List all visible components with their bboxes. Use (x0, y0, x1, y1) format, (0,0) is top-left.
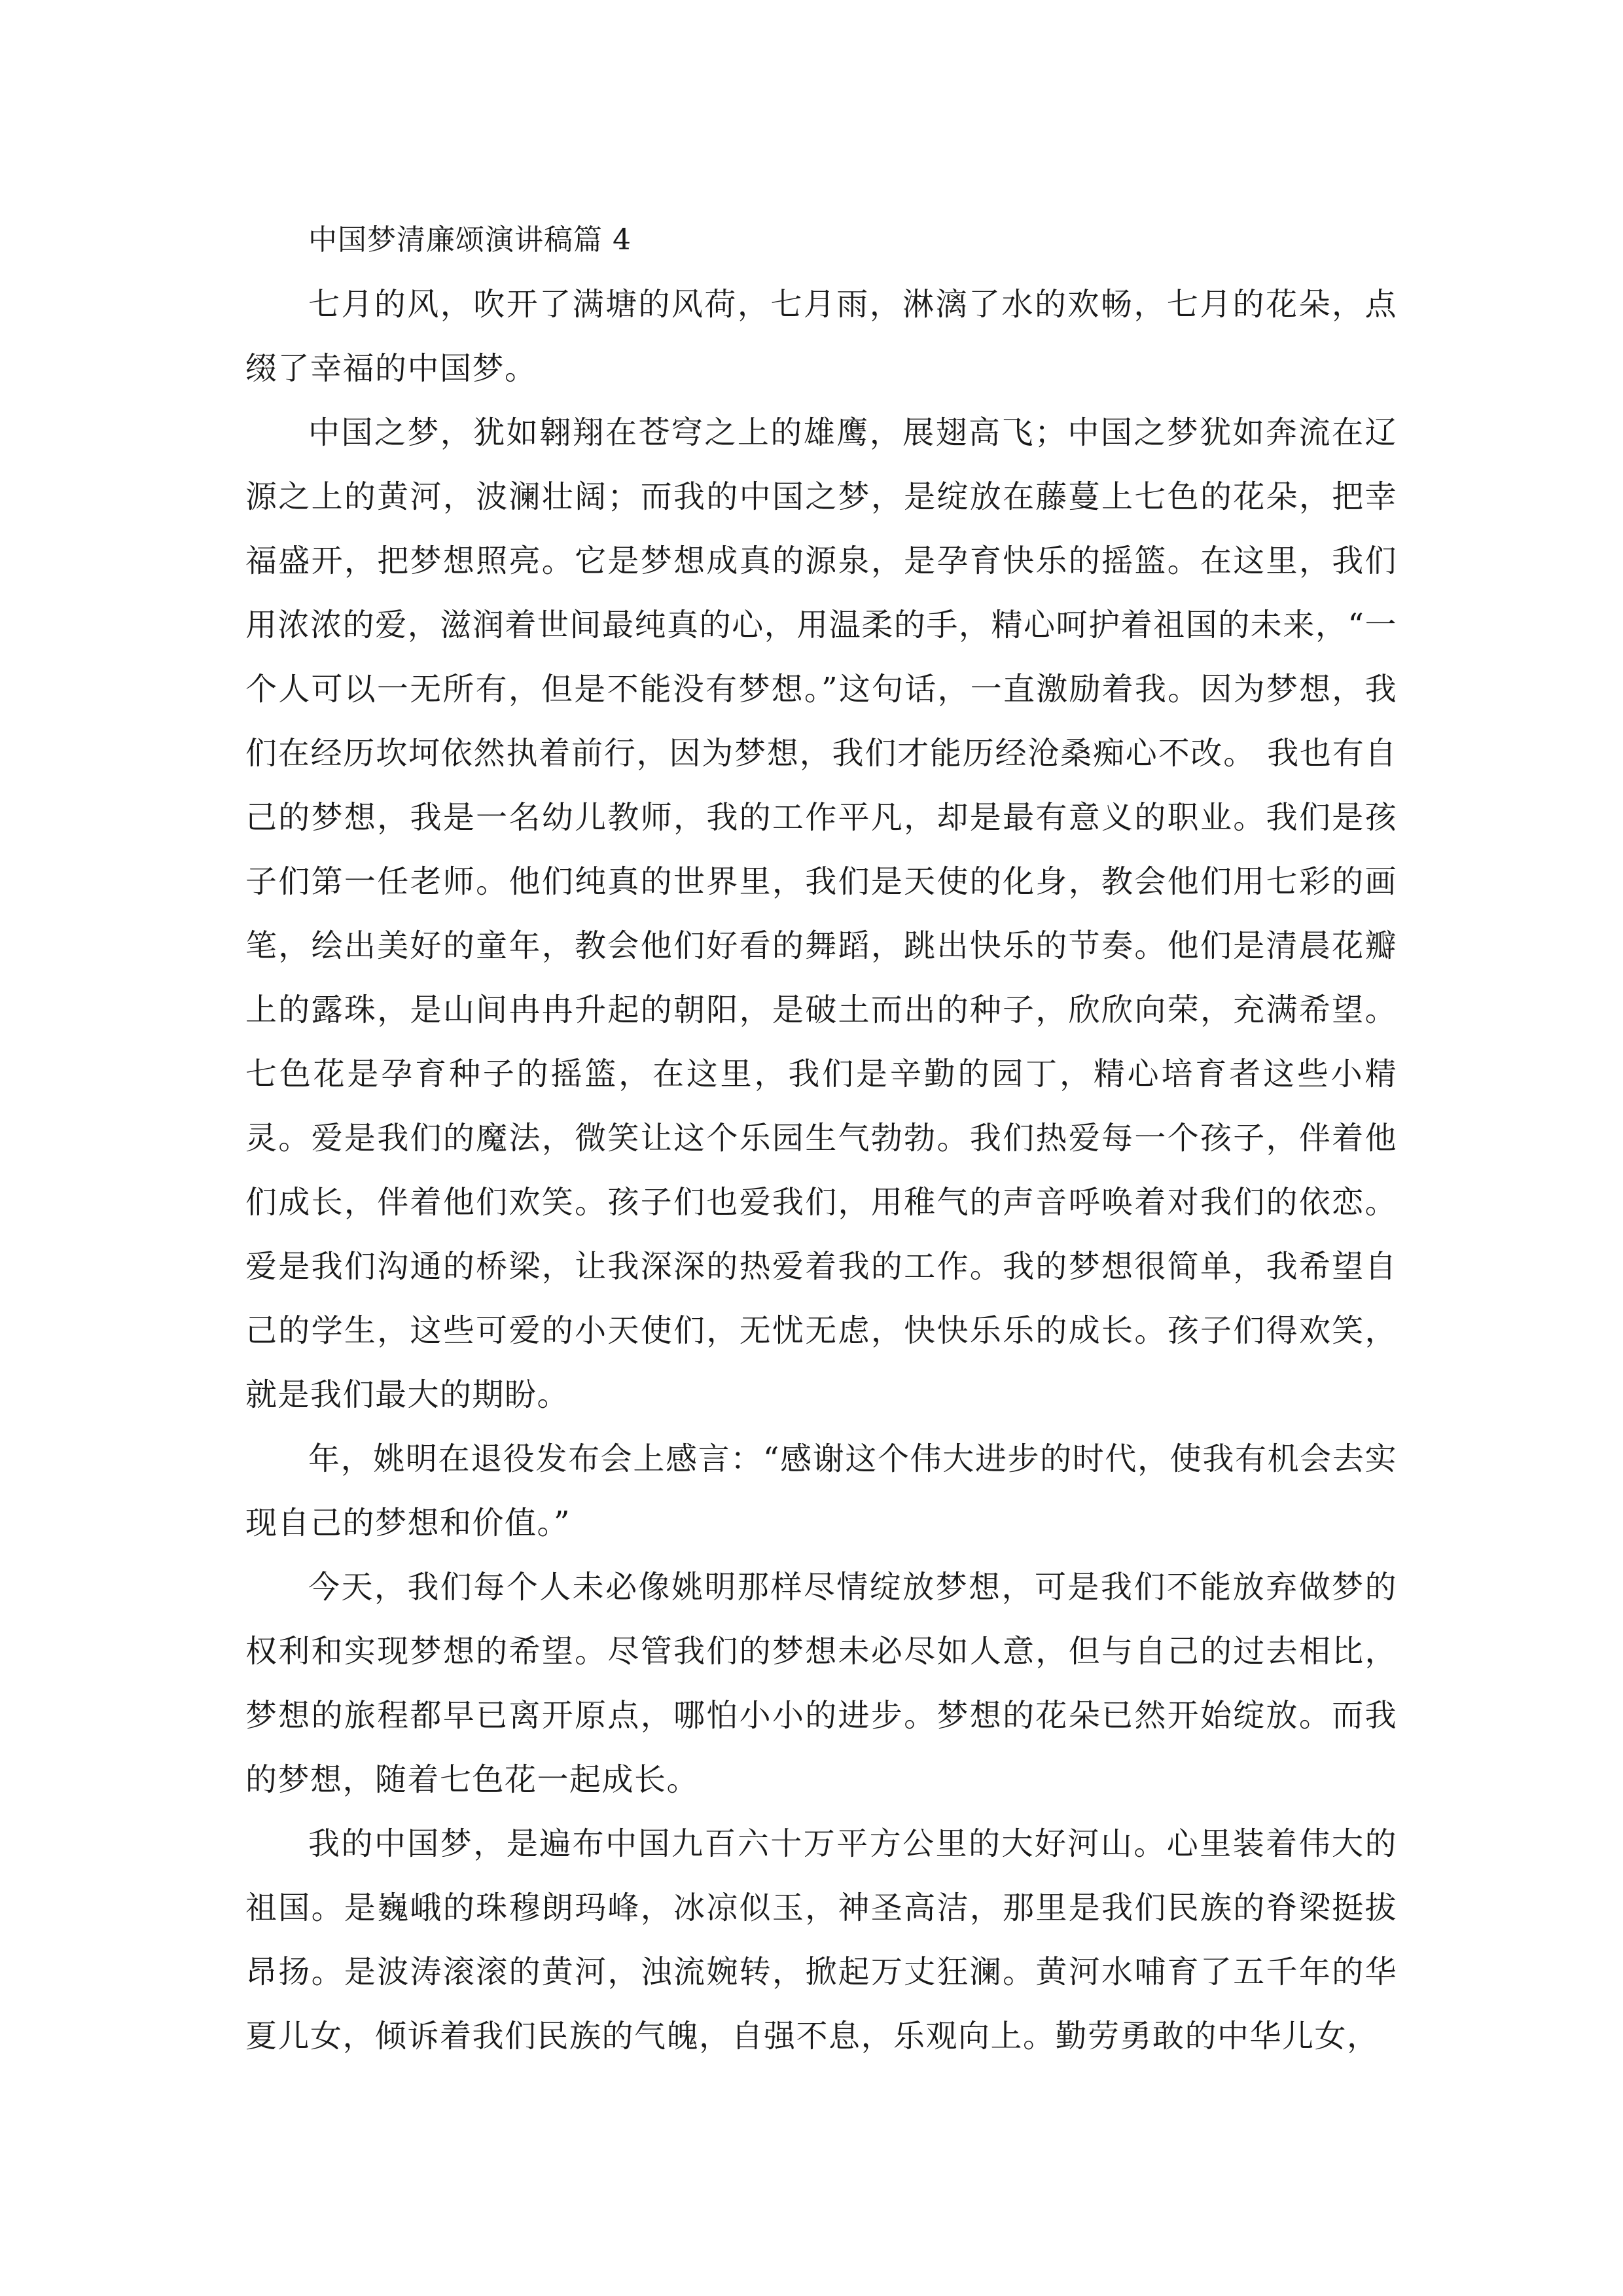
paragraph-3: 年，姚明在退役发布会上感言：“感谢这个伟大进步的时代，使我有机会去实现自己的梦想和价值。” (245, 1441, 1397, 1541)
paragraph-1: 七月的风，吹开了满塘的风荷，七月雨，淋漓了水的欢畅，七月的花朵，点缀了幸福的中国梦。 (245, 286, 1397, 387)
paragraph-2: 中国之梦，犹如翱翔在苍穹之上的雄鹰，展翅高飞；中国之梦犹如奔流在辽源之上的黄河，波澜壮阔；而我的中国之梦，是绽放在藤蔓上七色的花朵，把幸福盛开，把梦想照亮。它是梦想成真的源泉，是孕育快乐的摇篮。在这里，我们用浓浓的爱，滋润着世间最纯真的心，用温柔的手，精心呵护着祖国的未来，“一个人可以一无所有，但是不能没有梦想。”这句话，一直激励着我。因为梦想，我们在经历坎坷依然执着前行，因为梦想，我们才能历经沧桑痴心不改。 我也有自己的梦想，我是一名幼儿教师，我的工作平凡，却是最有意义的职业。我们是孩子们第一任老师。他们纯真的世界里，我们是天使的化身，教会他们用七彩的画笔，绘出美好的童年，教会他们好看的舞蹈，跳出快乐的节奏。他们是清晨花瓣上的露珠，是山间冉冉升起的朝阳，是破土而出的种子，欣欣向荣，充满希望。七色花是孕育种子的摇篮，在这里，我们是辛勤的园丁，精心培育者这些小精灵。爱是我们的魔法，微笑让这个乐园生气勃勃。我们热爱每一个孩子，伴着他们成长，伴着他们欢笑。孩子们也爱我们，用稚气的声音呼唤着对我们的依恋。爱是我们沟通的桥梁，让我深深的热爱着我的工作。我的梦想很简单，我希望自己的学生，这些可爱的小天使们，无忧无虑，快快乐乐的成长。孩子们得欢笑，就是我们最大的期盼。 (245, 414, 1397, 1413)
paragraph-5: 我的中国梦，是遍布中国九百六十万平方公里的大好河山。心里装着伟大的祖国。是巍峨的珠穆朗玛峰，冰凉似玉，神圣高洁，那里是我们民族的脊梁挺拔昂扬。是波涛滚滚的黄河，浊流婉转，掀起万丈狂澜。黄河水哺育了五千年的华夏儿女，倾诉着我们民族的气魄，自强不息，乐观向上。勤劳勇敢的中华儿女， (245, 1825, 1397, 2054)
paragraph-4: 今天，我们每个人未必像姚明那样尽情绽放梦想，可是我们不能放弃做梦的权利和实现梦想的希望。尽管我们的梦想未必尽如人意，但与自己的过去相比，梦想的旅程都早已离开原点，哪怕小小的进步。梦想的花朵已然开始绽放。而我的梦想，随着七色花一起成长。 (245, 1569, 1397, 1798)
document-body (245, 208, 1397, 2068)
document-title: 中国梦清廉颂演讲稿篇 4 (308, 223, 632, 257)
